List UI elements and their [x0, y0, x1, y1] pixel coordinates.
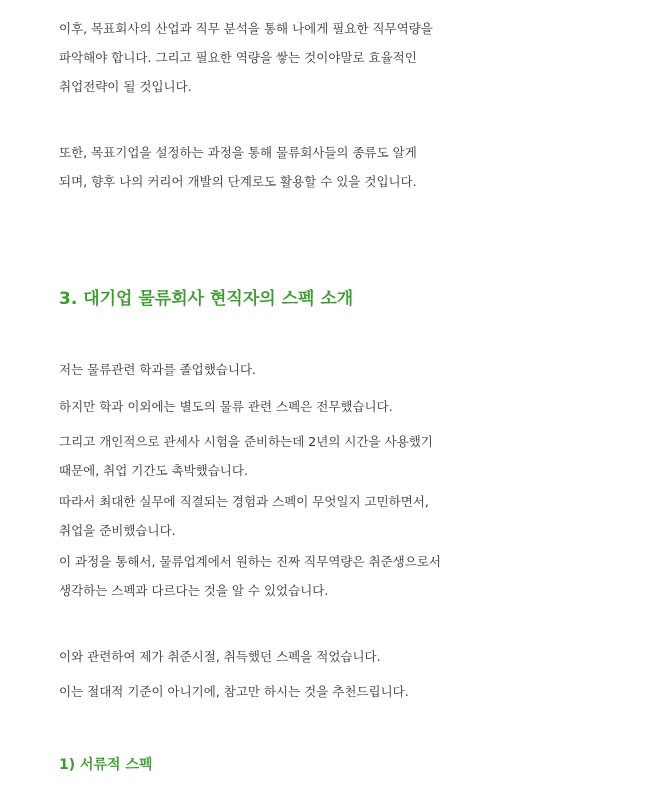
paragraph-customs-exam — [59, 427, 499, 485]
text-line: 때문에, 취업 기간도 촉박했습니다. — [59, 463, 248, 478]
paragraph-disclaimer — [59, 677, 499, 706]
text-line: 또한, 목표기업을 설정하는 과정을 통해 물류회사들의 종류도 알게 — [59, 145, 417, 160]
paragraph-target-company — [59, 138, 499, 196]
paragraph-job-analysis — [59, 14, 499, 101]
text-line: 파악해야 합니다. 그리고 필요한 역량을 쌓는 것이야말로 효율적인 — [59, 50, 417, 65]
text-line: 이후, 목표회사의 산업과 직무 분석을 통해 나에게 필요한 직무역량을 — [59, 21, 433, 36]
text-line: 저는 물류관련 학과를 졸업했습니다. — [59, 362, 257, 377]
section-heading: 3. 대기업 물류회사 현직자의 스펙 소개 — [59, 289, 354, 309]
paragraph-no-spec — [59, 392, 499, 421]
text-line: 그리고 개인적으로 관세사 시험을 준비하는데 2년의 시간을 사용했기 — [59, 434, 433, 449]
paragraph-realization — [59, 547, 499, 605]
text-line: 생각하는 스펙과 다르다는 것을 알 수 있었습니다. — [59, 583, 329, 598]
text-line: 이는 절대적 기준이 아니기에, 참고만 하시는 것을 추천드립니다. — [59, 684, 409, 699]
paragraph-spec-list-intro — [59, 642, 499, 671]
paragraph-major — [59, 355, 499, 384]
paragraph-preparation — [59, 487, 499, 545]
text-line: 되며, 향후 나의 커리어 개발의 단계로도 활용할 수 있을 것입니다. — [59, 174, 417, 189]
text-line: 이와 관련하여 제가 취준시절, 취득했던 스펙을 적었습니다. — [59, 649, 381, 664]
subsection-heading: 1) 서류적 스펙 — [59, 757, 153, 773]
text-line: 이 과정을 통해서, 물류업계에서 원하는 진짜 직무역량은 취준생으로서 — [59, 554, 441, 569]
text-line: 취업을 준비했습니다. — [59, 523, 176, 538]
text-line: 따라서 최대한 실무에 직결되는 경험과 스펙이 무엇일지 고민하면서, — [59, 494, 429, 509]
text-line: 하지만 학과 이외에는 별도의 물류 관련 스펙은 전무했습니다. — [59, 399, 393, 414]
text-line: 취업전략이 될 것입니다. — [59, 79, 192, 94]
